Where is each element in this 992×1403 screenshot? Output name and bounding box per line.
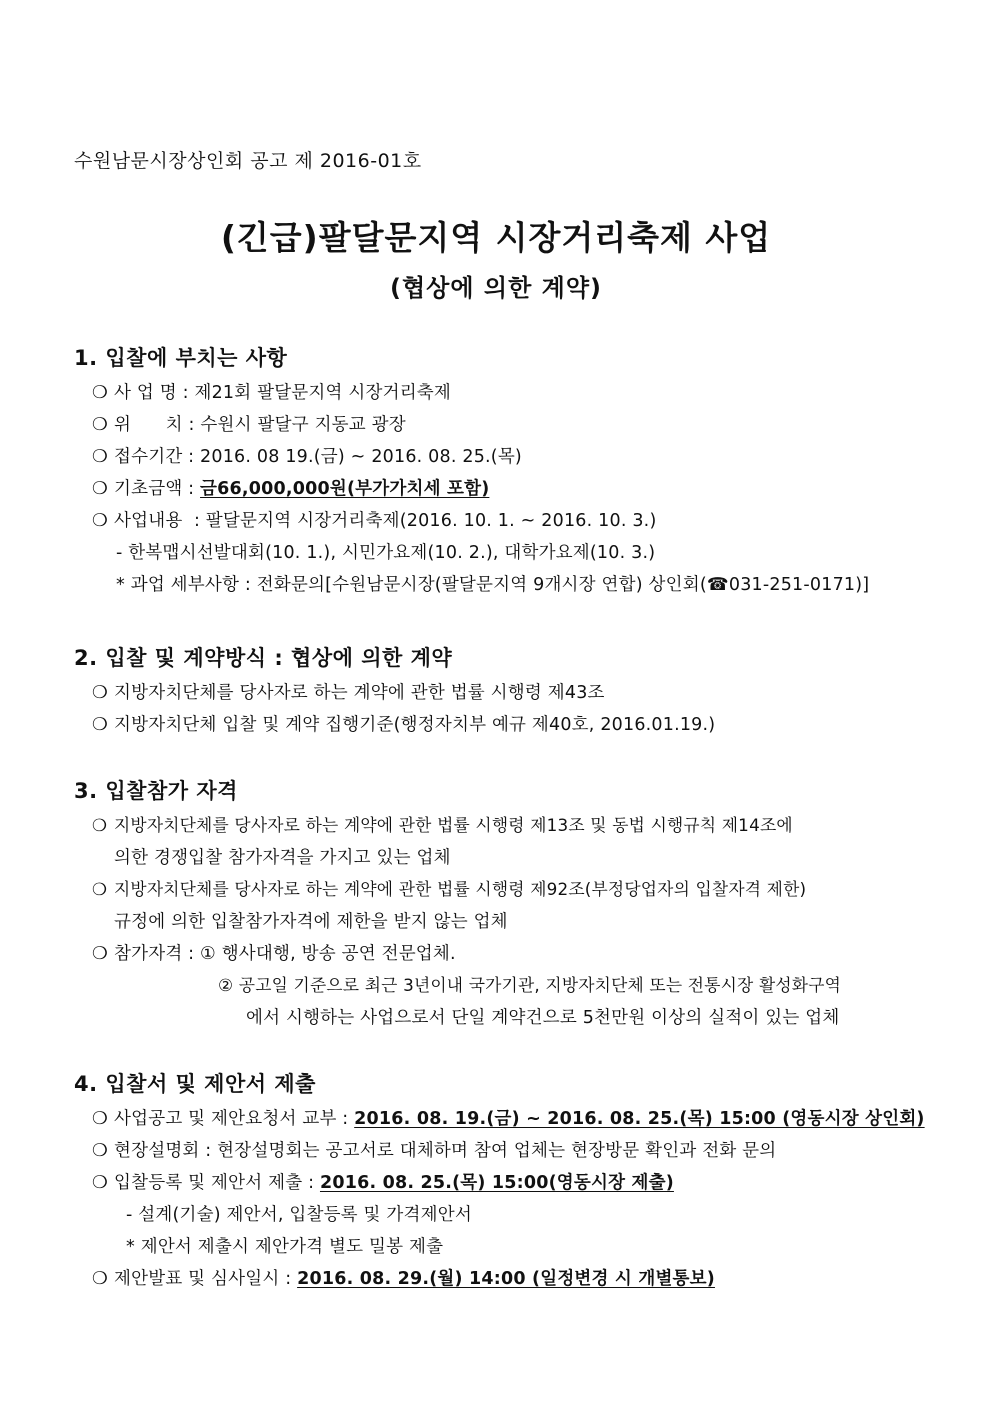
s4-distribution-label: 사업공고 및 제안요청서 교부 :: [114, 1109, 355, 1129]
s1-item-content: [92, 507, 656, 532]
s3-item-3-text: 참가자격 : ① 행사대행, 방송 공연 전문업체.: [114, 944, 456, 964]
s3-item-1-text: 지방자치단체를 당사자로 하는 계약에 관한 법률 시행령 제13조 및 동법 시행규칙 제14조에: [114, 815, 793, 835]
s4-item-briefing: [92, 1137, 776, 1162]
circle-bullet-icon: ❍: [92, 944, 108, 964]
document-title: (긴급)팔달문지역 시장거리축제 사업: [220, 218, 772, 257]
s4-item-briefing-text: 현장설명회 : 현장설명회는 공고서로 대체하며 참여 업체는 현장방문 확인과 전화 문의: [114, 1141, 777, 1161]
section-2-heading: 2. 입찰 및 계약방식 : 협상에 의한 계약: [74, 646, 453, 670]
circle-bullet-icon: ❍: [92, 879, 108, 899]
s4-item-submission: [92, 1169, 674, 1194]
s1-item-name-text: 사 업 명 : 제21회 팔달문지역 시장거리축제: [114, 383, 452, 403]
s3-item-1: [92, 812, 793, 836]
circle-bullet-icon: ❍: [92, 715, 108, 735]
s1-item-name: [92, 379, 451, 404]
circle-bullet-icon: ❍: [92, 479, 108, 499]
s1-base-price-amount: 금66,000,000원(부가가치세 포함): [200, 479, 490, 499]
circle-bullet-icon: ❍: [92, 383, 108, 403]
circle-bullet-icon: ❍: [92, 683, 108, 703]
s1-detail-contact: * 과업 세부사항 : 전화문의[수원남문시장(팔달문지역 9개시장 연합) 상인회(☎031-251-0171)]: [116, 575, 870, 595]
s3-item-2-cont: 규정에 의한 입찰참가자격에 제한을 받지 않는 업체: [114, 912, 508, 932]
circle-bullet-icon: ❍: [92, 815, 108, 835]
section-3-heading: 3. 입찰참가 자격: [74, 779, 238, 803]
circle-bullet-icon: ❍: [92, 1269, 108, 1289]
s3-item-1-cont: 의한 경쟁입찰 참가자격을 가지고 있는 업체: [114, 848, 451, 868]
circle-bullet-icon: ❍: [92, 415, 108, 435]
s1-sub-events: - 한복맵시선발대회(10. 1.), 시민가요제(10. 2.), 대학가요제(10. 3.): [116, 543, 656, 563]
s3-item-4: ② 공고일 기준으로 최근 3년이내 국가기관, 지방자치단체 또는 전통시장 활성화구역: [218, 975, 842, 995]
s4-sub-docs: - 설계(기술) 제안서, 입찰등록 및 가격제안서: [126, 1205, 472, 1225]
s2-item-2: [92, 711, 715, 736]
s4-presentation-label: 제안발표 및 심사일시 :: [114, 1269, 298, 1289]
s4-sub-note: * 제안서 제출시 제안가격 별도 밀봉 제출: [126, 1237, 444, 1257]
document-subtitle: (협상에 의한 계약): [390, 274, 602, 302]
circle-bullet-icon: ❍: [92, 511, 108, 531]
s4-item-presentation: [92, 1265, 715, 1290]
s1-item-content-text: 사업내용 : 팔달문지역 시장거리축제(2016. 10. 1. ~ 2016. 10. 3.): [114, 511, 657, 531]
s1-item-period-text: 접수기간 : 2016. 08 19.(금) ~ 2016. 08. 25.(목): [114, 447, 522, 467]
s4-distribution-value: 2016. 08. 19.(금) ~ 2016. 08. 25.(목) 15:00 (영동시장 상인회): [354, 1109, 925, 1129]
s2-item-1-text: 지방자치단체를 당사자로 하는 계약에 관한 법률 시행령 제43조: [114, 683, 605, 703]
s1-item-base-price: [92, 475, 489, 500]
s3-item-4-cont: 에서 시행하는 사업으로서 단일 계약건으로 5천만원 이상의 실적이 있는 업체: [246, 1008, 840, 1028]
s3-item-2: [92, 876, 806, 900]
s3-item-2-text: 지방자치단체를 당사자로 하는 계약에 관한 법률 시행령 제92조(부정당업자의 입찰자격 제한): [114, 879, 807, 899]
s4-submission-value: 2016. 08. 25.(목) 15:00(영동시장 제출): [319, 1173, 674, 1193]
s1-item-period: [92, 443, 522, 468]
s1-item-location: [92, 411, 406, 436]
s4-presentation-value: 2016. 08. 29.(월) 14:00 (일정변경 시 개별통보): [297, 1269, 715, 1289]
section-4-heading: 4. 입찰서 및 제안서 제출: [74, 1072, 316, 1096]
circle-bullet-icon: ❍: [92, 1109, 108, 1129]
s1-item-location-text: 위 치 : 수원시 팔달구 지동교 광장: [114, 415, 406, 435]
circle-bullet-icon: ❍: [92, 1173, 108, 1193]
notice-number: 수원남문시장상인회 공고 제 2016-01호: [74, 150, 422, 172]
s2-item-2-text: 지방자치단체 입찰 및 계약 집행기준(행정자치부 예규 제40호, 2016.01.19.): [114, 715, 716, 735]
s3-item-3: [92, 940, 456, 965]
s4-submission-label: 입찰등록 및 제안서 제출 :: [114, 1173, 320, 1193]
section-1-heading: 1. 입찰에 부치는 사항: [74, 346, 288, 370]
s4-item-distribution: [92, 1105, 925, 1130]
s2-item-1: [92, 679, 605, 704]
s1-base-price-label: 기초금액 :: [114, 479, 201, 499]
circle-bullet-icon: ❍: [92, 1141, 108, 1161]
circle-bullet-icon: ❍: [92, 447, 108, 467]
